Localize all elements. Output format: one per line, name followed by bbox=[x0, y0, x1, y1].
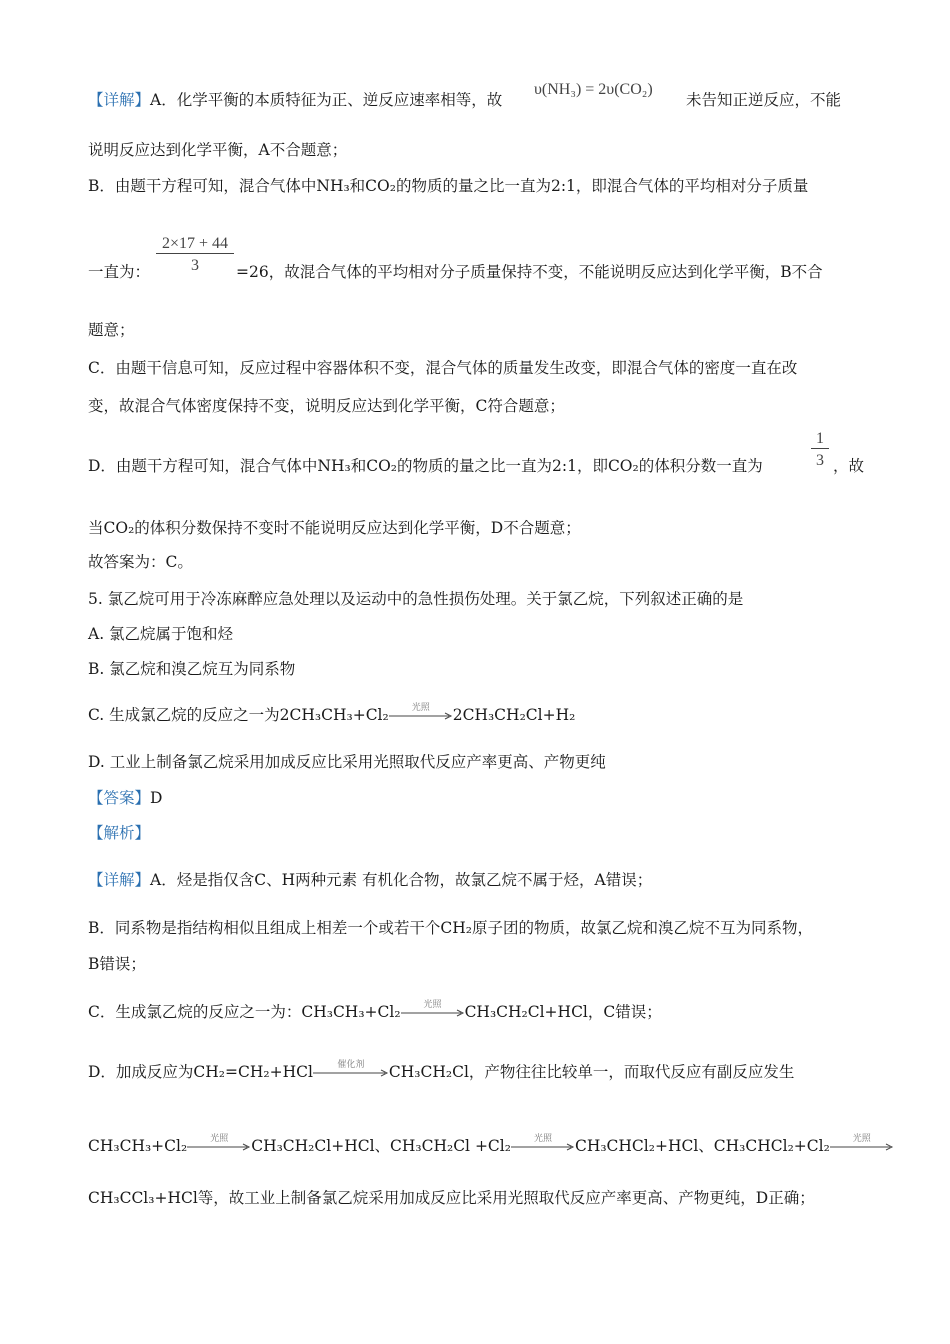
side-reaction-3: CH₃CHCl₂+HCl、CH₃CHCl₂+Cl₂ bbox=[574, 1137, 830, 1155]
arrow-condition: 光照 bbox=[411, 703, 430, 713]
detail-5-conclusion: CH₃CCl₃+HCl等，故工业上制备氯乙烷采用加成反应比采用光照取代反应产率更高、产物更纯，D正确； bbox=[88, 1189, 815, 1207]
answer-line bbox=[88, 788, 162, 808]
side-reaction-1: CH₃CH₃+Cl₂ bbox=[88, 1137, 188, 1155]
detail-5-d-products: CH₃CH₂Cl，产物往往比较单一，而取代反应有副反应发生 bbox=[388, 1063, 795, 1081]
fraction-numerator: 1 bbox=[816, 430, 824, 447]
option-a: A. 氯乙烷属于饱和烃 bbox=[88, 625, 234, 643]
detail-4-a-text2: 未告知正逆反应，不能 bbox=[686, 91, 842, 109]
fraction-denominator: 3 bbox=[811, 448, 829, 470]
detail-4-d-line1: D．由题干方程可知，混合气体中NH₃和CO₂的物质的量之比一直为2:1，即CO₂的体积分数一直为 bbox=[88, 457, 763, 475]
detail-4-d-suffix: ，故 bbox=[833, 457, 865, 475]
answer-tag: 【答案】 bbox=[88, 789, 151, 807]
answer-conclusion: 故答案为：C。 bbox=[88, 553, 193, 571]
detail-4-a-line1 bbox=[88, 90, 502, 110]
arrow-condition: 光照 bbox=[852, 1134, 871, 1144]
detail-4-c-line2: 变，故混合气体密度保持不变，说明反应达到化学平衡，C符合题意； bbox=[88, 397, 565, 415]
detail-5-c-reactants: C．生成氯乙烷的反应之一为：CH₃CH₃+Cl₂ bbox=[88, 1003, 401, 1021]
detail-5-c bbox=[88, 1002, 662, 1023]
option-c-reactants: C. 生成氯乙烷的反应之一为2CH₃CH₃+Cl₂ bbox=[88, 706, 389, 724]
detail-4-c-line1: C．由题干信息可知，反应过程中容器体积不变，混合气体的质量发生改变，即混合气体的密度一直在改 bbox=[88, 359, 798, 377]
detail-4-b-line2: =26，故混合气体的平均相对分子质量保持不变，不能说明反应达到化学平衡，B不合 bbox=[236, 263, 823, 281]
volume-fraction bbox=[811, 430, 829, 470]
detail-5-c-products: CH₃CH₂Cl+HCl，C错误； bbox=[464, 1003, 662, 1021]
detail-5-a-text: A．烃是指仅含C、H两种元素 有机化合物，故氯乙烷不属于烃，A错误； bbox=[150, 871, 653, 889]
reaction-arrow bbox=[187, 1134, 251, 1157]
fraction-numerator: 2×17 + 44 bbox=[161, 235, 229, 252]
option-d: D. 工业上制备氯乙烷采用加成反应比采用光照取代反应产率更高、产物更纯 bbox=[88, 753, 606, 771]
reaction-arrow bbox=[313, 1060, 389, 1083]
detail-5-b-line1: B．同系物是指结构相似且组成上相差一个或若干个CH₂原子团的物质，故氯乙烷和溴乙烷不互为同系物， bbox=[88, 919, 813, 937]
detail-5-b-line2: B错误； bbox=[88, 955, 146, 973]
fraction-denominator: 3 bbox=[156, 253, 234, 275]
detail-tag: 【详解】 bbox=[88, 871, 151, 889]
side-reactions bbox=[88, 1136, 894, 1157]
arrow-condition: 光照 bbox=[423, 1000, 442, 1010]
detail-4-d-line2: 当CO₂的体积分数保持不变时不能说明反应达到化学平衡，D不合题意； bbox=[88, 519, 581, 537]
arrow-condition: 光照 bbox=[533, 1134, 552, 1144]
answer-value: D bbox=[150, 789, 163, 807]
side-reaction-2: CH₃CH₂Cl+HCl、CH₃CH₂Cl +Cl₂ bbox=[251, 1137, 511, 1155]
detail-5-d-reactants: D．加成反应为CH₂=CH₂+HCl bbox=[88, 1063, 313, 1081]
molar-mass-fraction bbox=[156, 235, 234, 275]
option-c bbox=[88, 705, 575, 726]
detail-4-b-line3: 题意； bbox=[88, 321, 135, 339]
option-b: B. 氯乙烷和溴乙烷互为同系物 bbox=[88, 660, 296, 678]
rate-formula: υ(NH₃) = 2υ(CO₂) bbox=[534, 81, 653, 98]
detail-4-a-text: A．化学平衡的本质特征为正、逆反应速率相等，故 bbox=[150, 91, 503, 109]
reaction-arrow bbox=[401, 1000, 465, 1023]
analysis-tag: 【解析】 bbox=[88, 824, 151, 842]
detail-5-a bbox=[88, 870, 652, 890]
detail-tag: 【详解】 bbox=[88, 91, 151, 109]
detail-5-d bbox=[88, 1062, 794, 1083]
question-5-stem: 5. 氯乙烷可用于冷冻麻醉应急处理以及运动中的急性损伤处理。关于氯乙烷，下列叙述正确的是 bbox=[88, 590, 744, 608]
detail-4-a-line2: 说明反应达到化学平衡，A不合题意； bbox=[88, 141, 348, 159]
reaction-arrow bbox=[830, 1134, 894, 1157]
arrow-condition: 催化剂 bbox=[337, 1060, 365, 1070]
option-c-products: 2CH₃CH₂Cl+H₂ bbox=[452, 706, 576, 724]
reaction-arrow bbox=[389, 703, 453, 726]
arrow-condition: 光照 bbox=[210, 1134, 229, 1144]
reaction-arrow bbox=[511, 1134, 575, 1157]
detail-4-b-prefix: 一直为： bbox=[88, 263, 151, 281]
detail-4-b-line1: B．由题干方程可知，混合气体中NH₃和CO₂的物质的量之比一直为2:1，即混合气体的平均相对分子质量 bbox=[88, 177, 809, 195]
